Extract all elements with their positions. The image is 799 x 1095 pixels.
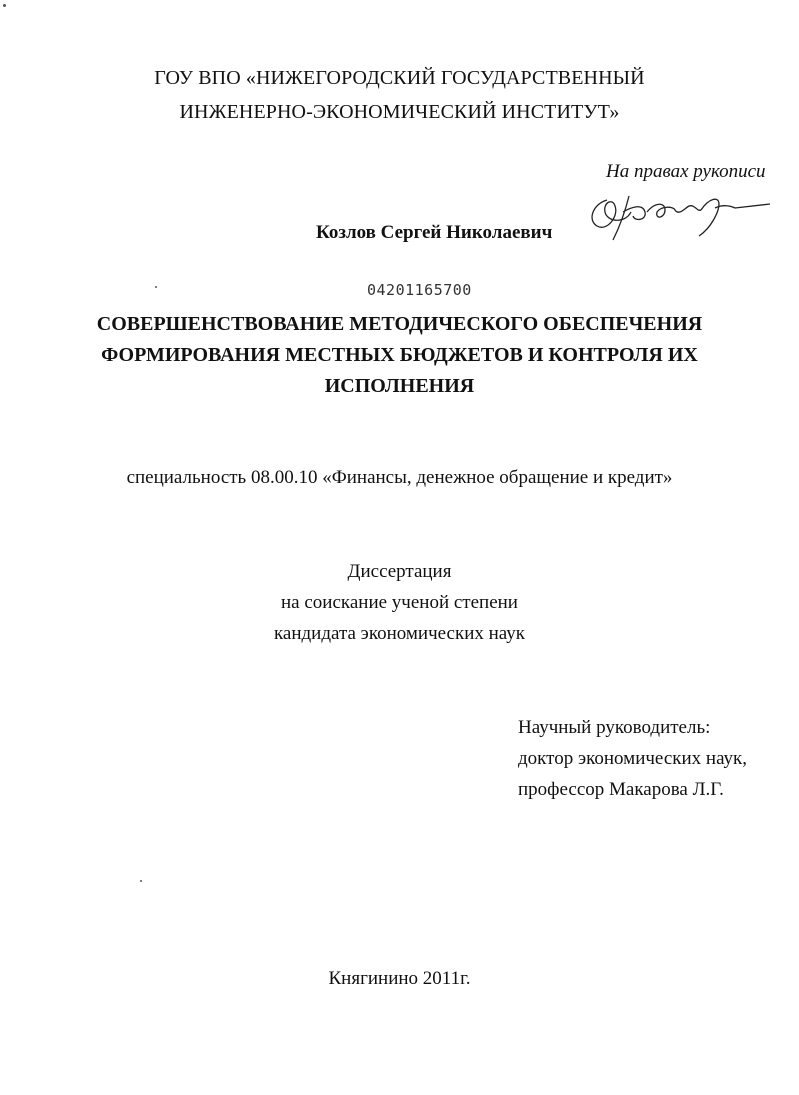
dissertation-title-line-2: ФОРМИРОВАНИЯ МЕСТНЫХ БЮДЖЕТОВ И КОНТРОЛЯ ИХ <box>101 344 698 366</box>
degree-line-3: кандидата экономических наук <box>273 623 526 644</box>
registration-number: 04201165700 <box>367 281 472 299</box>
institution-line-2: ИНЖЕНЕРНО-ЭКОНОМИЧЕСКИЙ ИНСТИТУТ» <box>179 101 620 123</box>
supervisor-label: Научный руководитель: <box>518 717 711 738</box>
dissertation-title-line-1: СОВЕРШЕНСТВОВАНИЕ МЕТОДИЧЕСКОГО ОБЕСПЕЧЕНИЯ <box>96 313 703 335</box>
scan-speck <box>155 286 157 288</box>
dissertation-title-line-3: ИСПОЛНЕНИЯ <box>324 375 475 397</box>
institution-line-1: ГОУ ВПО «НИЖЕГОРОДСКИЙ ГОСУДАРСТВЕННЫЙ <box>154 67 645 89</box>
degree-line-1: Диссертация <box>347 561 452 582</box>
supervisor-name: профессор Макарова Л.Г. <box>518 779 724 800</box>
manuscript-note: На правах рукописи <box>606 161 766 182</box>
author-signature <box>585 178 775 248</box>
author-name: Козлов Сергей Николаевич <box>316 222 553 243</box>
specialty: специальность 08.00.10 «Финансы, денежное обращение и кредит» <box>126 467 673 488</box>
place-and-year: Княгинино 2011г. <box>328 968 471 989</box>
supervisor-degree: доктор экономических наук, <box>518 748 748 769</box>
scan-speck <box>140 880 142 882</box>
degree-line-2: на соискание ученой степени <box>281 592 518 613</box>
scan-speck <box>3 4 6 7</box>
